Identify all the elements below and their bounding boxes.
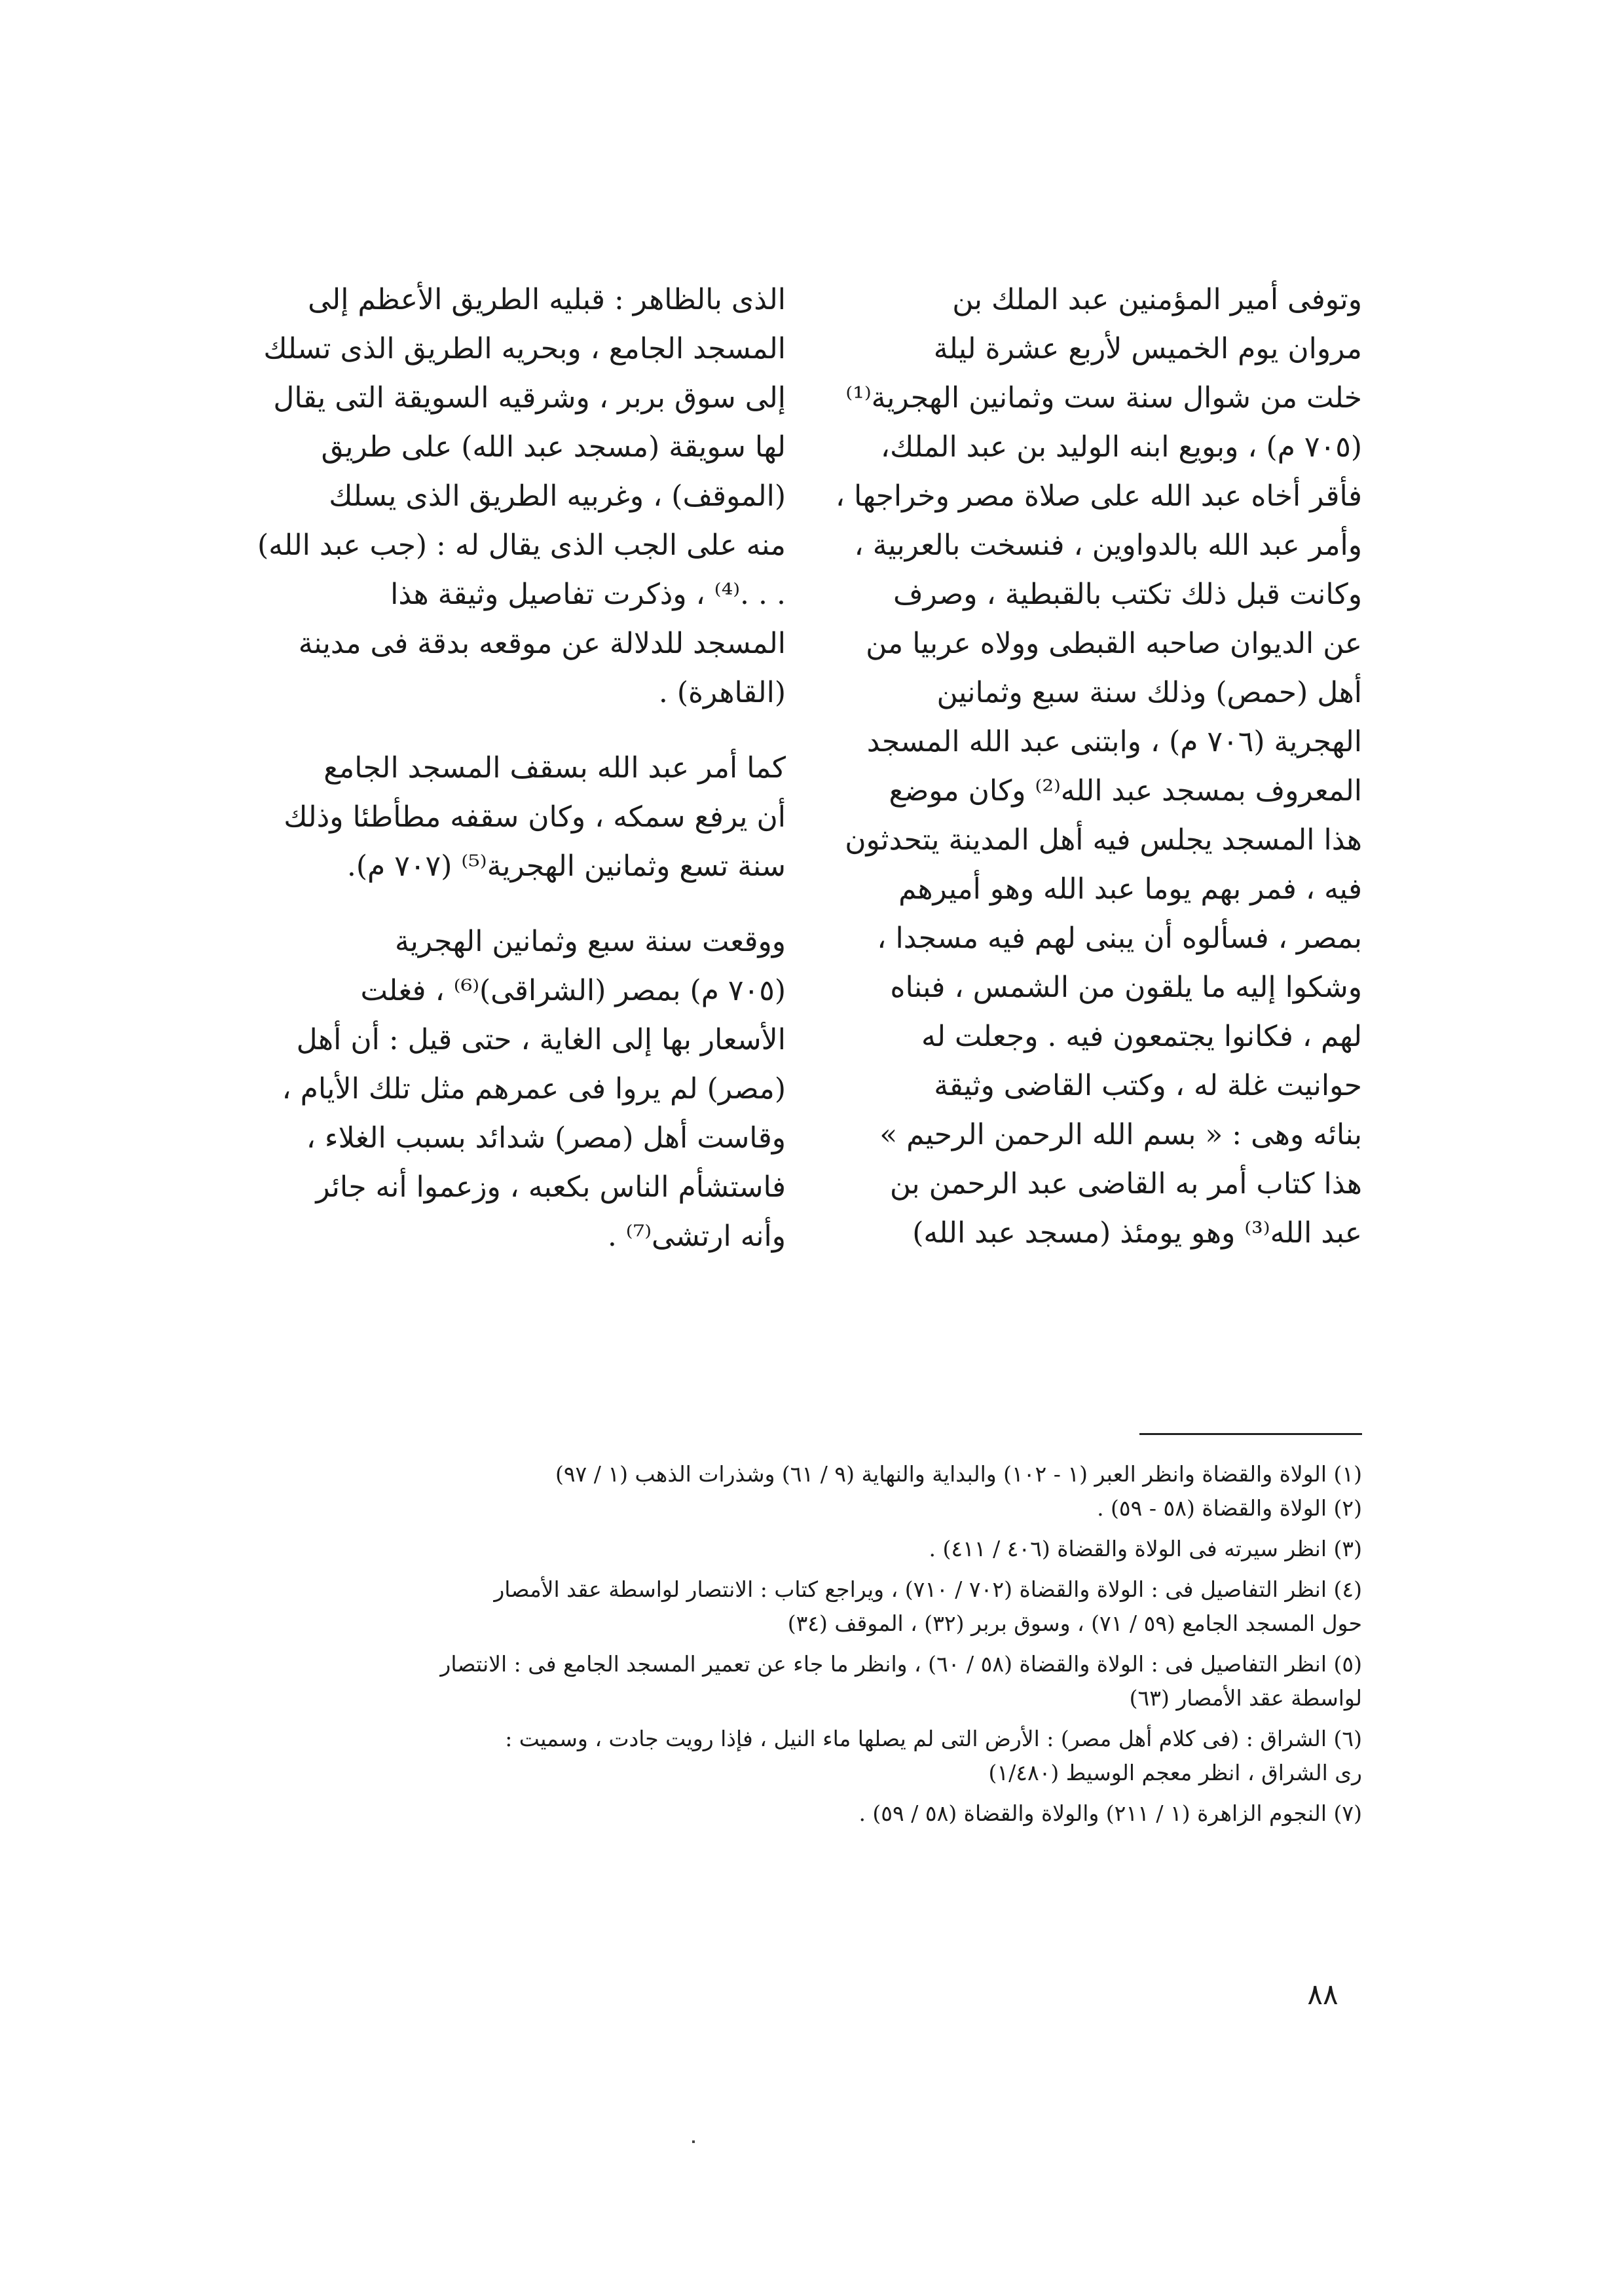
footnote-5-cont: لواسطة عقد الأمصار (٦٣) — [1129, 1685, 1362, 1711]
text-line: (الموقف) ، وغربيه الطريق الذى يسلك — [329, 479, 786, 513]
text-line: لها سويقة (مسجد عبد الله) على طريق — [321, 430, 786, 464]
text-line: إلى سوق بربر ، وشرقيه السويقة التى يقال — [273, 381, 786, 415]
paragraph — [257, 275, 786, 717]
text-line: لهم ، فكانوا يجتمعون فيه . وجعلت له — [921, 1020, 1362, 1053]
footnote-5: (٥) انظر التفاصيل فى : الولاة والقضاة (٥٨ / ٦٠) ، وانظر ما جاء عن تعمير المسجد الجامع فى : الانتصار — [440, 1651, 1362, 1677]
text-line: أن يرفع سمكه ، وكان سقفه مطأطئا وذلك — [284, 800, 786, 834]
scan-speck — [692, 2140, 695, 2143]
text-line: بنائه وهى : « بسم الله الرحمن الرحيم » — [879, 1118, 1362, 1151]
text-line: (٧٠٥ م) بمصر (الشراقى)⁽⁶⁾ ، فغلت — [360, 974, 786, 1007]
text-line: حوانيت غلة له ، وكتب القاضى وثيقة — [934, 1069, 1362, 1102]
left-column — [257, 275, 786, 1261]
footnote-6: (٦) الشراق : (فى كلام أهل مصر) : الأرض التى لم يصلها ماء النيل ، فإذا رويت جادت ، وسميت : — [505, 1726, 1362, 1751]
text-line: عبد الله⁽³⁾ وهو يومئذ (مسجد عبد الله) — [912, 1216, 1362, 1250]
text-line: هذا كتاب أمر به القاضى عبد الرحمن بن — [889, 1167, 1362, 1201]
text-line: الذى بالظاهر : قبليه الطريق الأعظم إلى — [308, 283, 786, 316]
text-line: بمصر ، فسألوه أن يبنى لهم فيه مسجدا ، — [877, 922, 1362, 955]
footnote-7: (٧) النجوم الزاهرة (١ / ٢١١) والولاة والقضاة (٥٨ / ٥٩) . — [858, 1801, 1362, 1826]
text-line: خلت من شوال سنة ست وثمانين الهجرية⁽¹⁾ — [845, 381, 1362, 415]
text-line: (القاهرة) . — [658, 676, 786, 709]
paragraph — [275, 743, 786, 891]
text-line: فاستشأم الناس بكعبه ، وزعموا أنه جائر — [316, 1170, 786, 1204]
footnote-4: (٤) انظر التفاصيل فى : الولاة والقضاة (٧٠٢ / ٧١٠) ، ويراجع كتاب : الانتصار لواسطة عقد الأمصار — [494, 1577, 1362, 1602]
text-line: مروان يوم الخميس لأربع عشرة ليلة — [933, 332, 1362, 365]
text-line: فيه ، فمر بهم يوما عبد الله وهو أميرهم — [898, 872, 1362, 906]
text-line: سنة تسع وثمانين الهجرية⁽⁵⁾ (٧٠٧ م). — [346, 849, 786, 883]
text-line: الأسعار بها إلى الغاية ، حتى قيل : أن أهل — [296, 1023, 786, 1056]
text-line: فأقر أخاه عبد الله على صلاة مصر وخراجها ، — [835, 479, 1362, 513]
footnote-3: (٣) انظر سيرته فى الولاة والقضاة (٤٠٦ / ٤١١) . — [929, 1536, 1362, 1561]
text-line: وقاست أهل (مصر) شدائد بسبب الغلاء ، — [306, 1121, 786, 1155]
text-line: أهل (حمص) وذلك سنة سبع وثمانين — [936, 676, 1362, 709]
footnote-4-cont: حول المسجد الجامع (٥٩ / ٧١) ، وسوق بربر (٣٢) ، الموقف (٣٤) — [787, 1611, 1362, 1636]
text-line: وشكوا إليه ما يلقون من الشمس ، فبناه — [890, 971, 1362, 1004]
paragraph — [275, 917, 786, 1261]
text-line: المسجد للدلالة عن موقعه بدقة فى مدينة — [298, 627, 786, 660]
text-line: . . .⁽⁴⁾ ، وذكرت تفاصيل وثيقة هذا — [390, 578, 786, 611]
text-line: كما أمر عبد الله بسقف المسجد الجامع — [323, 751, 786, 785]
text-line: (٧٠٥ م) ، وبويع ابنه الوليد بن عبد الملك، — [880, 430, 1362, 464]
footnote-6-cont: رى الشراق ، انظر معجم الوسيط (١/٤٨٠) — [988, 1760, 1362, 1785]
footnote-divider — [1139, 1433, 1362, 1435]
text-line: المعروف بمسجد عبد الله⁽²⁾ وكان موضع — [889, 774, 1362, 808]
text-line: وكانت قبل ذلك تكتب بالقبطية ، وصرف — [893, 578, 1362, 611]
text-line: وأنه ارتشى⁽⁷⁾ . — [607, 1220, 786, 1253]
text-line: (مصر) لم يروا فى عمرهم مثل تلك الأيام ، — [282, 1072, 786, 1106]
text-line: منه على الجب الذى يقال له : (جب عبد الله) — [257, 529, 786, 562]
text-line: الهجرية (٧٠٦ م) ، وابتنى عبد الله المسجد — [866, 725, 1362, 758]
footnotes — [275, 1457, 1362, 1831]
page-number: ٨٨ — [1307, 1978, 1338, 2011]
text-line: وأمر عبد الله بالدواوين ، فنسخت بالعربية ، — [854, 529, 1362, 562]
text-line: المسجد الجامع ، وبحريه الطريق الذى تسلك — [263, 332, 786, 365]
text-line: عن الديوان صاحبه القبطى وولاه عربيا من — [866, 627, 1362, 660]
text-line: هذا المسجد يجلس فيه أهل المدينة يتحدثون — [845, 823, 1362, 857]
footnote-2: (٢) الولاة والقضاة (٥٨ - ٥٩) . — [1097, 1495, 1362, 1521]
footnote-1: (١) الولاة والقضاة وانظر العبر (١ - ١٠٢) والبداية والنهاية (٩ / ٦١) وشذرات الذهب (١ / ٩٧) — [555, 1461, 1362, 1487]
text-line: ووقعت سنة سبع وثمانين الهجرية — [395, 925, 786, 958]
text-line: وتوفى أمير المؤمنين عبد الملك بن — [952, 283, 1362, 316]
right-column — [835, 275, 1362, 1258]
